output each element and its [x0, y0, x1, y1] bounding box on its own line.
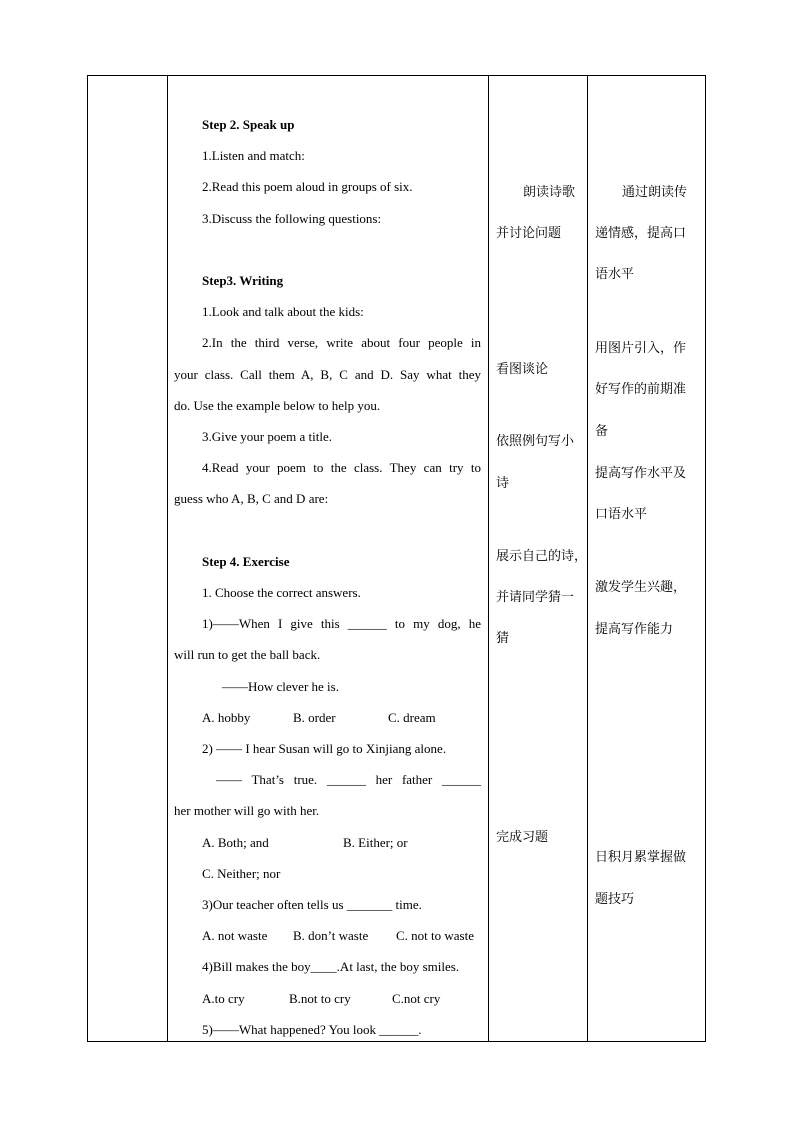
purpose-text: 激发学生兴趣， [595, 580, 687, 595]
purpose-text: 语水平 [595, 267, 635, 282]
step3-heading: Step3. Writing [202, 273, 284, 288]
purpose-text: 提高写作能力 [595, 622, 674, 637]
purpose-text: 日积月累掌握做 [595, 850, 687, 865]
list-item: your class. Call them A, B, C and D. Say what they [174, 367, 481, 382]
purpose-text: 提高写作水平及 [595, 466, 687, 481]
step4-heading: Step 4. Exercise [202, 554, 290, 569]
option: A. hobby [202, 710, 251, 725]
option: C.not cry [392, 991, 441, 1006]
purpose-text: 口语水平 [595, 507, 648, 522]
option: C. dream [388, 710, 436, 725]
list-item: 3.Discuss the following questions: [202, 211, 382, 226]
purpose-text: 题技巧 [595, 892, 635, 907]
list-item: 3.Give your poem a title. [202, 429, 332, 444]
activity-text: 展示自己的诗， [496, 549, 588, 564]
option: A.to cry [202, 991, 245, 1006]
list-item: do. Use the example below to help you. [174, 398, 381, 413]
option: B. order [293, 710, 336, 725]
column-divider [587, 76, 588, 1041]
question-2: her mother will go with her. [174, 803, 320, 818]
option: A. not waste [202, 928, 268, 943]
purpose-text: 递情感，提高口 [595, 226, 687, 241]
column-divider [488, 76, 489, 1041]
list-item: 4.Read your poem to the class. They can try to [202, 460, 481, 475]
option: C. Neither; nor [202, 866, 281, 881]
question-2: —— That’s true. ______ her father ______ [216, 772, 481, 787]
question-4: 4)Bill makes the boy____.At last, the boy smiles. [202, 959, 460, 974]
activity-text: 猜 [496, 631, 510, 646]
question-2: 2) —— I hear Susan will go to Xinjiang alone. [202, 741, 447, 756]
purpose-text: 用图片引入，作 [595, 341, 687, 356]
activity-text: 朗读诗歌 [523, 185, 576, 200]
option: B.not to cry [289, 991, 351, 1006]
option: B. Either; or [343, 835, 408, 850]
activity-text: 依照例句写小 [496, 434, 575, 449]
list-item: 2.Read this poem aloud in groups of six. [202, 179, 413, 194]
option: C. not to waste [396, 928, 474, 943]
activity-text: 并讨论问题 [496, 226, 562, 241]
question-1: 1)——When I give this ______ to my dog, he [202, 616, 481, 631]
list-item: 1.Listen and match: [202, 148, 305, 163]
question-5: 5)——What happened? You look ______. [202, 1022, 422, 1037]
lesson-plan-table [87, 75, 706, 1042]
column-divider [167, 76, 168, 1041]
step2-heading: Step 2. Speak up [202, 117, 295, 132]
purpose-text: 好写作的前期准 [595, 382, 687, 397]
exercise-intro: 1. Choose the correct answers. [202, 585, 361, 600]
activity-text: 完成习题 [496, 830, 549, 845]
activity-text: 诗 [496, 476, 510, 491]
list-item: 1.Look and talk about the kids: [202, 304, 364, 319]
option: A. Both; and [202, 835, 269, 850]
option: B. don’t waste [293, 928, 369, 943]
activity-text: 看图谈论 [496, 362, 549, 377]
list-item: 2.In the third verse, write about four people in [202, 335, 481, 350]
purpose-text: 备 [595, 424, 609, 439]
activity-text: 并请同学猜一 [496, 590, 575, 605]
question-1: will run to get the ball back. [174, 647, 321, 662]
question-3: 3)Our teacher often tells us _______ time. [202, 897, 422, 912]
question-1-reply: ——How clever he is. [222, 679, 339, 694]
list-item: guess who A, B, C and D are: [174, 491, 329, 506]
purpose-text: 通过朗读传 [622, 185, 688, 200]
